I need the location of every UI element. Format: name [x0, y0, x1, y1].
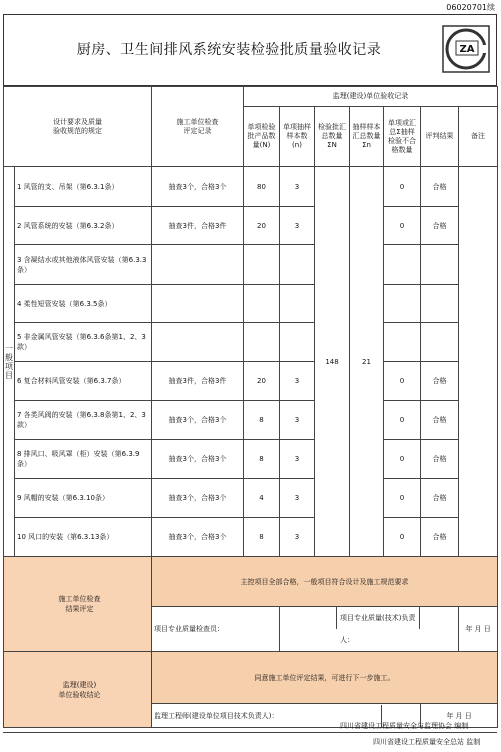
item-fail: 0 [384, 518, 421, 557]
item-eval: 抽查3件，合格3件 [152, 207, 244, 245]
footer-supervisor: 四川省建设工程质量安全总站 监制 [373, 738, 481, 746]
item-fail [384, 245, 421, 285]
item-result: 合格 [421, 479, 459, 518]
item-eval: 抽查3个，合格3个 [152, 440, 244, 479]
item-name: 7 各类风阀的安装（第6.3.8条第1、2、3款） [15, 401, 152, 440]
item-qty: 4 [244, 479, 280, 518]
item-qty: 20 [244, 207, 280, 245]
construction-result-label: 施工单位检查 结果评定 [4, 557, 152, 652]
item-sample: 3 [280, 518, 315, 557]
design-header: 设计要求及质量 验收规范的规定 [4, 87, 152, 167]
general-items-label: 一般项目 [4, 167, 15, 557]
item-sample: 3 [280, 362, 315, 401]
item-qty [244, 285, 280, 323]
sum-qty: 148 [315, 167, 350, 557]
item-name: 5 非金属风管安装（第6.3.6条第1、2、3款） [15, 323, 152, 362]
form-code: 06020701续 [446, 3, 495, 12]
item-result: 合格 [421, 167, 459, 207]
col-remark: 备注 [459, 107, 498, 167]
item-fail: 0 [384, 207, 421, 245]
date-field: 年 月 日 [459, 607, 498, 652]
item-eval [152, 323, 244, 362]
item-qty: 8 [244, 401, 280, 440]
item-name: 6 复合材料风管安装（第6.3.7条） [15, 362, 152, 401]
item-result: 合格 [421, 401, 459, 440]
item-eval: 抽查3个，合格3个 [152, 167, 244, 207]
item-result: 合格 [421, 362, 459, 401]
item-result: 合格 [421, 207, 459, 245]
date-field-2: 年 月 日 [421, 704, 498, 728]
svg-text:ZA: ZA [459, 44, 475, 55]
item-sample: 3 [280, 401, 315, 440]
item-eval: 抽查3件，合格3件 [152, 362, 244, 401]
item-qty: 8 [244, 518, 280, 557]
item-sample: 3 [280, 479, 315, 518]
item-qty [244, 245, 280, 285]
col-sample-size: 单项抽样样本数(n) [280, 107, 315, 167]
col-result: 评判结果 [421, 107, 459, 167]
supervision-header: 监理(建设)单位验收记录 [244, 87, 498, 107]
item-fail: 0 [384, 167, 421, 207]
inspector-signature-cell [152, 607, 280, 652]
engineer-label: 监理工程师(建设单位项目技术负责人)： [154, 711, 279, 720]
item-fail: 0 [384, 440, 421, 479]
item-name: 9 风帽的安装（第6.3.10条） [15, 479, 152, 518]
item-eval [152, 285, 244, 323]
header-box [3, 14, 497, 86]
item-name: 2 风管系统的安装（第6.3.2条） [15, 207, 152, 245]
supervision-conclusion-text: 同意施工单位评定结果，可进行下一步施工。 [152, 652, 498, 704]
item-sample [280, 245, 315, 285]
col-fail-qty: 单项或汇总Σ抽样检验不合格数量 [384, 107, 421, 167]
item-eval: 抽查3个，合格3个 [152, 479, 244, 518]
item-sample: 3 [280, 207, 315, 245]
item-fail: 0 [384, 479, 421, 518]
item-fail: 0 [384, 362, 421, 401]
inspector-label: 项目专业质量检查员： [154, 625, 224, 633]
sum-sample: 21 [350, 167, 384, 557]
tech-signature-cell [280, 607, 459, 652]
item-eval: 抽查3个，合格3个 [152, 401, 244, 440]
item-qty: 80 [244, 167, 280, 207]
item-name: 4 柔性短管安装（第6.3.5条） [15, 285, 152, 323]
item-fail [384, 285, 421, 323]
footer-compiler: 四川省建设工程质量安全与监理协会 编制 [340, 722, 469, 730]
item-eval: 抽查3个，合格3个 [152, 518, 244, 557]
item-name: 1 风管的支、吊架（第6.3.1条） [15, 167, 152, 207]
remark-cell [459, 167, 498, 557]
item-name: 3 含凝结水或其他液体风管安装（第6.3.3条） [15, 245, 152, 285]
item-fail [384, 323, 421, 362]
col-sum-sample: 抽样样本汇总数量Σn [350, 107, 384, 167]
tech-label: 项目专业质量(技术)负责人： [340, 614, 416, 644]
item-qty [244, 323, 280, 362]
construction-result-text: 主控项目全部合格，一般项目符合设计及施工规范要求 [152, 557, 498, 607]
item-result [421, 323, 459, 362]
item-sample: 3 [280, 167, 315, 207]
item-name: 10 风口的安装（第6.3.13条） [15, 518, 152, 557]
footer-divider [3, 732, 497, 733]
item-fail: 0 [384, 401, 421, 440]
col-product-qty: 单项检验批产品数量(N) [244, 107, 280, 167]
item-sample: 3 [280, 440, 315, 479]
supervision-conclusion-label: 监理(建设) 单位验收结论 [4, 652, 152, 728]
item-result: 合格 [421, 518, 459, 557]
page-title: 厨房、卫生间排风系统安装检验批质量验收记录 [76, 42, 382, 58]
item-qty: 8 [244, 440, 280, 479]
inspection-table [3, 86, 498, 728]
item-sample [280, 285, 315, 323]
item-sample [280, 323, 315, 362]
construction-eval-header: 施工单位检查 评定记录 [152, 87, 244, 167]
item-result [421, 245, 459, 285]
item-name: 8 排风口、吸风罩（柜）安装（第6.3.9条） [15, 440, 152, 479]
za-logo-icon [442, 25, 490, 73]
col-sum-qty: 检验批汇总数量ΣN [315, 107, 350, 167]
item-result: 合格 [421, 440, 459, 479]
item-result [421, 285, 459, 323]
item-eval [152, 245, 244, 285]
item-qty: 20 [244, 362, 280, 401]
